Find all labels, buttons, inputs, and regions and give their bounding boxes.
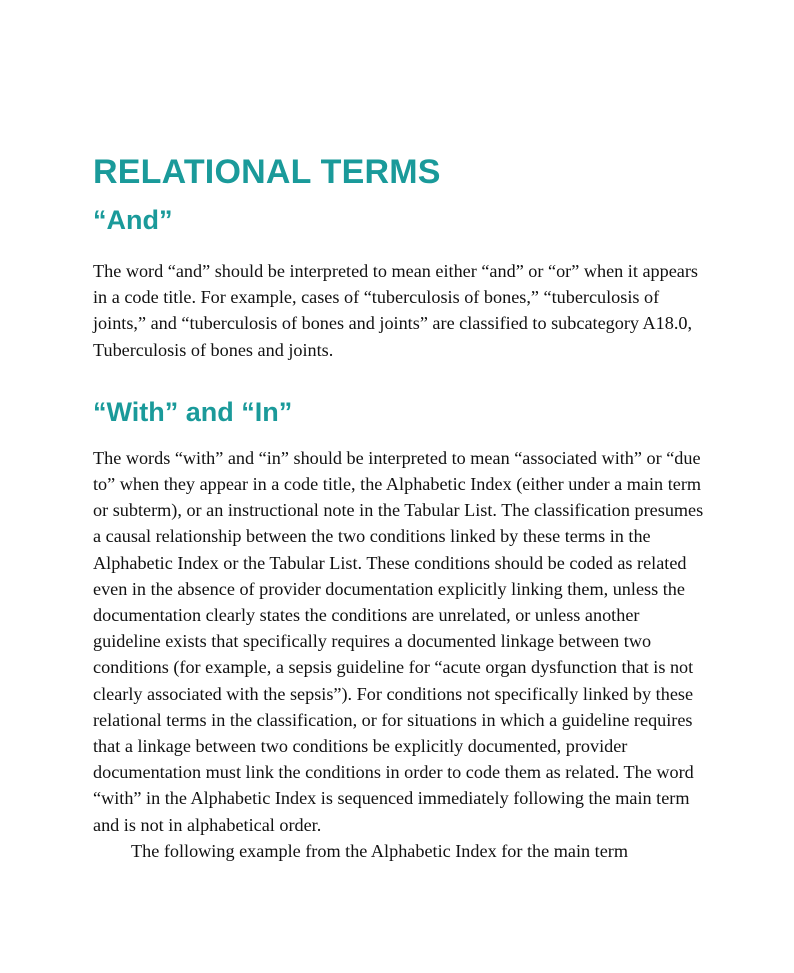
and-heading: “And” <box>93 205 173 235</box>
with-in-paragraph: The words “with” and “in” should be interpreted to mean “associated with” or “due to” when they appear in a code title, the Alphabetic Index (either under a main term or subterm), or an instructional note in the Tabular List. The classification presumes a causal relationship between the two conditions linked by these terms in the Alphabetic Index or the Tabular List. These conditions should be coded as related even in the absence of provider documentation explicitly linking them, unless the documentation clearly states the conditions are unrelated, or unless another guideline exists that specifically requires a documented linkage between two conditions (for example, a sepsis guideline for “acute organ dysfunction that is not clearly associated with the sepsis”). For conditions not specifically linked by these relational terms in the classification, or for situations in which a guideline requires that a linkage between two conditions be explicitly documented, provider documentation must link the conditions in order to code them as related. The word “with” in the Alphabetic Index is sequenced immediately following the main term and is not in alphabetical order. <box>93 447 704 835</box>
continuation-paragraph: The following example from the Alphabetic Index for the main term <box>131 840 628 861</box>
document-page <box>93 150 708 864</box>
with-in-heading: “With” and “In” <box>93 396 293 427</box>
section-title: RELATIONAL TERMS <box>93 153 441 191</box>
and-paragraph: The word “and” should be interpreted to mean either “and” or “or” when it appears in a code title. For example, cases of “tuberculosis of bones,” “tuberculosis of joints,” and “tuberculosis of bones and joints” are classified to subcategory A18.0, Tuberculosis of bones and joints. <box>93 261 698 360</box>
